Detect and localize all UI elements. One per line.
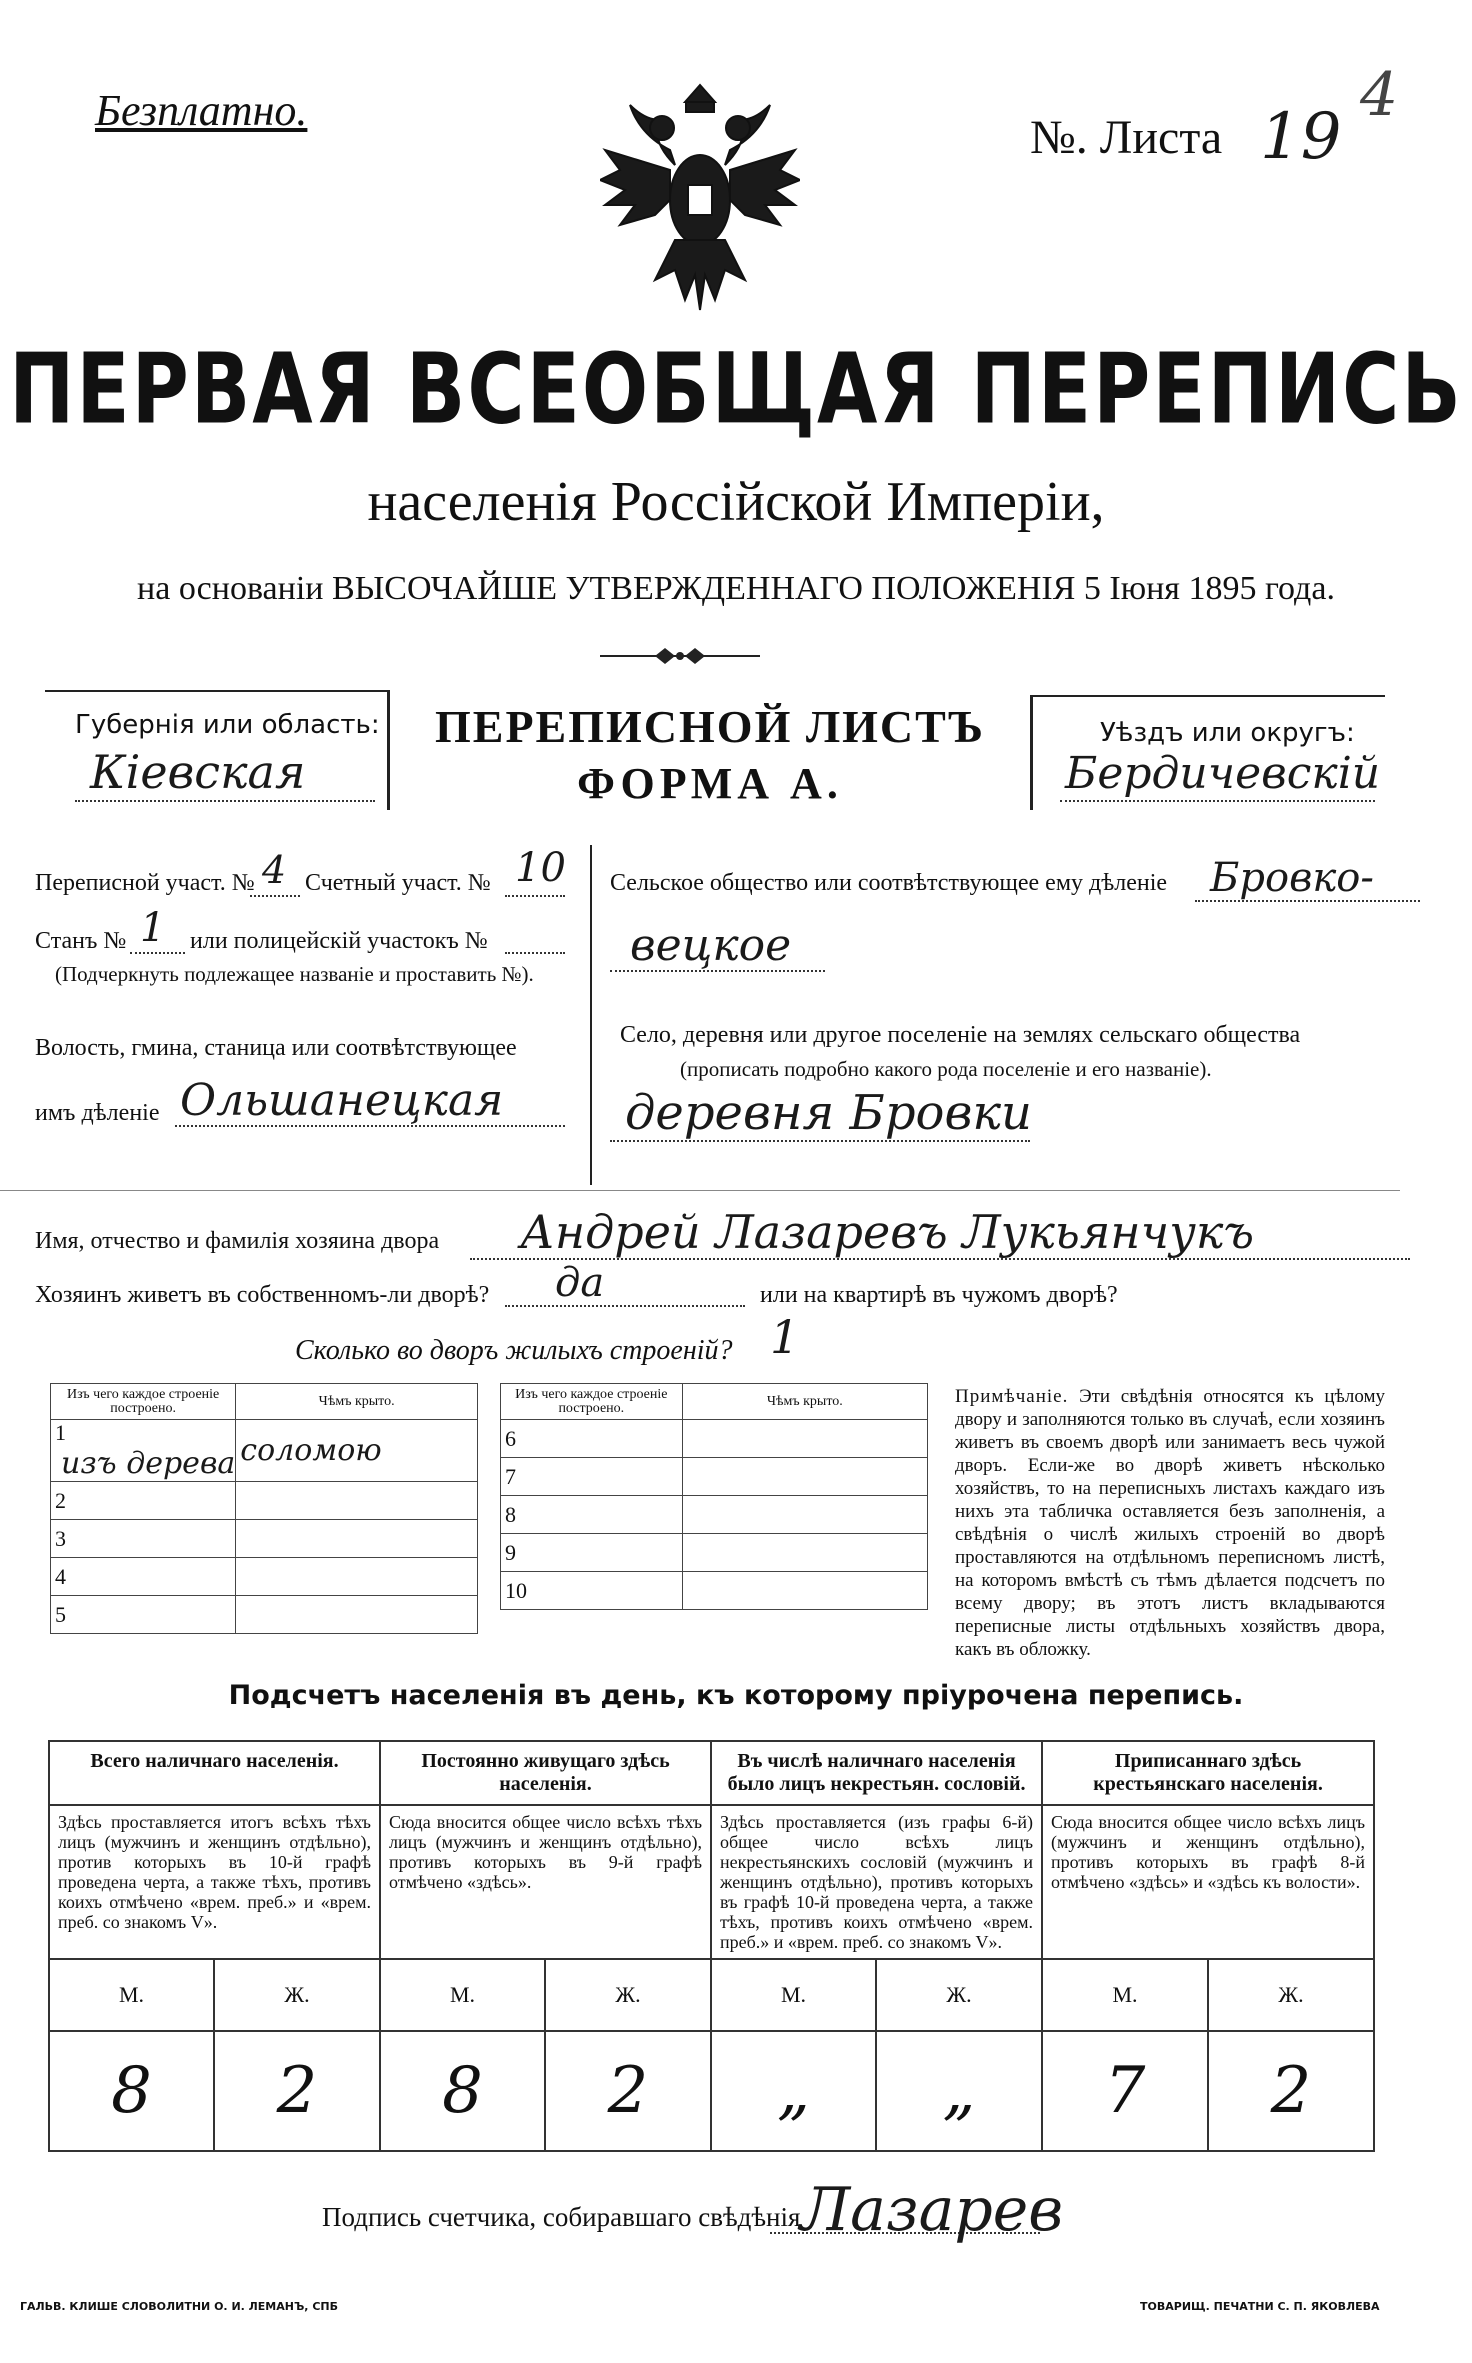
- building-roof: [682, 1496, 927, 1534]
- building-built-cell: [51, 1420, 236, 1482]
- sex-male-label: М.: [1042, 1959, 1208, 2031]
- pop-col-nonpeasant-desc: Здѣсь проставляется (изъ графы 6-й) общее число всѣхъ лицъ некрестьянскихъ сословій (мужчинъ и женщинъ отдѣльно), противъ которыхъ въ графѣ 10-й проведена черта, а также тѣхъ, противъ коихъ отмѣчено «врем. преб.» и «врем. преб. со знакомъ V».: [711, 1805, 1042, 1959]
- district-label: Переписной участ. №: [35, 870, 255, 896]
- volost-value: Ольшанецкая: [180, 1075, 504, 1126]
- building-roof: соломою: [236, 1420, 478, 1482]
- underline-note: (Подчеркнуть подлежащее названіе и проставить №).: [55, 962, 534, 986]
- sex-female-label: Ж.: [1208, 1959, 1374, 2031]
- col-built-header: Изъ чего каждое строеніе построено.: [51, 1384, 236, 1420]
- society-value-1: Бровко-: [1210, 855, 1374, 901]
- building-number: 8: [501, 1496, 683, 1534]
- sex-female-label: Ж.: [876, 1959, 1042, 2031]
- nonpeasant-female-value: „: [876, 2031, 1042, 2151]
- building-roof: [236, 1482, 478, 1520]
- police-underline: [505, 952, 565, 954]
- building-roof: [236, 1520, 478, 1558]
- society-label: Сельское общество или соотвѣтствующее ему дѣленіе: [610, 870, 1168, 896]
- volost-label-2: имъ дѣленіе: [35, 1100, 160, 1126]
- registered-male-value: 7: [1042, 2031, 1208, 2151]
- volost-label: Волость, гмина, станица или соотвѣтствующее: [35, 1035, 517, 1061]
- building-number: 7: [501, 1458, 683, 1496]
- footer-right-imprint: ТОВАРИЩ. ПЕЧАТНИ С. П. ЯКОВЛЕВА: [1140, 2300, 1380, 2313]
- society-underline-2: [610, 970, 825, 972]
- corner-handwritten-mark: 4: [1360, 60, 1399, 130]
- enumerator-signature: Лазарев: [800, 2175, 1064, 2245]
- enumerator-signature-label: Подпись счетчика, собиравшаго свѣдѣнія: [322, 2202, 801, 2232]
- stan-value: 1: [140, 905, 166, 951]
- buildings-table-right: [500, 1383, 928, 1610]
- note-text: Эти свѣдѣнія относятся къ цѣлому двору и заполняются только въ случаѣ, если хозяинъ живетъ въ своемъ дворѣ или занимаетъ весь чужой дворъ. Если-же во дворѣ живетъ нѣсколько хозяйствъ, то на переписныхъ листахъ каждаго изъ нихъ эта табличка оставляется безъ заполненія, а свѣдѣнія о числѣ жилыхъ строеній во дворѣ проставляются на отдѣльномъ переписномъ листѣ, на которомъ вмѣстѣ съ тѣмъ дѣлается подсчетъ по всему двору; въ этотъ листъ вкладываются переписные листы отдѣльныхъ хозяйствъ двора, какъ въ обложку.: [955, 1386, 1385, 1660]
- footer-left-imprint: ГАЛЬВ. КЛИШЕ СЛОВОЛИТНИ О. И. ЛЕМАНЪ, СПБ: [20, 2300, 338, 2313]
- double-headed-eagle-emblem: [600, 80, 800, 320]
- sex-female-label: Ж.: [545, 1959, 711, 2031]
- buildings-table-left: [50, 1383, 478, 1634]
- building-number: 1: [55, 1420, 66, 1445]
- own-yard-label: Хозяинъ живетъ въ собственномъ-ли дворѣ?: [35, 1282, 490, 1308]
- building-number: 3: [51, 1520, 236, 1558]
- permanent-female-value: 2: [545, 2031, 711, 2151]
- pop-col-total-desc: Здѣсь проставляется итогъ всѣхъ тѣхъ лицъ (мужчинъ и женщинъ отдѣльно), против которыхъ въ 10-й графѣ проведена черта, а также тѣхъ, противъ коихъ отмѣчено «врем. преб.» и «врем. преб. со знакомъ V».: [49, 1805, 380, 1959]
- pop-col-registered-header: Приписаннаго здѣсь крестьянскаго населенія.: [1042, 1741, 1374, 1805]
- society-value-2: вецкое: [630, 920, 792, 971]
- uezd-label: Уѣздъ или округъ:: [1100, 718, 1355, 748]
- own-yard-value: да: [555, 1260, 605, 1306]
- society-underline-1: [1195, 900, 1420, 902]
- building-roof: [682, 1534, 927, 1572]
- sex-male-label: М.: [711, 1959, 876, 2031]
- buildings-count-value: 1: [770, 1310, 800, 1364]
- building-roof: [236, 1558, 478, 1596]
- count-label: Счетный участ. №: [305, 870, 491, 896]
- volost-underline: [175, 1125, 565, 1127]
- census-subtitle: населенія Россійской Имперіи,: [367, 471, 1105, 533]
- buildings-count-label: Сколько во дворъ жилыхъ строеній?: [295, 1335, 733, 1366]
- building-row: [51, 1558, 478, 1596]
- sex-male-label: М.: [49, 1959, 214, 2031]
- count-underline: [505, 895, 565, 897]
- pop-col-registered-desc: Сюда вносится общее число всѣхъ лицъ (мужчинъ и женщинъ отдѣльно), противъ которыхъ въ графѣ 8-й отмѣчено «здѣсь» и «здѣсь къ волости».: [1042, 1805, 1374, 1959]
- population-title: Подсчетъ населенія въ день, къ которому пріурочена перепись.: [228, 1680, 1244, 1711]
- building-roof: [682, 1420, 927, 1458]
- uezd-value: Бердичевскій: [1065, 748, 1381, 799]
- building-row: [51, 1520, 478, 1558]
- registered-female-value: 2: [1208, 2031, 1374, 2151]
- gubernia-label: Губернія или область:: [75, 710, 380, 740]
- population-table: [48, 1740, 1375, 2152]
- building-number: 9: [501, 1534, 683, 1572]
- rent-yard-label: или на квартирѣ въ чужомъ дворѣ?: [760, 1282, 1118, 1308]
- building-row: [51, 1420, 478, 1482]
- permanent-male-value: 8: [380, 2031, 545, 2151]
- decree-line: на основаніи ВЫСОЧАЙШЕ УТВЕРЖДЕННАГО ПОЛОЖЕНІЯ 5 Іюня 1895 года.: [137, 570, 1335, 607]
- note-title: Примѣчаніе.: [955, 1386, 1069, 1407]
- building-row: [501, 1534, 928, 1572]
- form-title: ПЕРЕПИСНОЙ ЛИСТЪ: [434, 701, 986, 752]
- building-number: 5: [51, 1596, 236, 1634]
- col-roof-header: Чѣмъ крыто.: [682, 1384, 927, 1420]
- building-row: [501, 1572, 928, 1610]
- building-row: [501, 1496, 928, 1534]
- sex-male-label: М.: [380, 1959, 545, 2031]
- sheet-number-label: №. Листа: [1030, 111, 1223, 164]
- note-block: [955, 1385, 1385, 1661]
- free-label: Безплатно.: [95, 86, 308, 135]
- form-subtitle: ФОРМА А.: [577, 759, 843, 808]
- pop-col-nonpeasant-header: Въ числѣ наличнаго населенія было лицъ некрестьян. сословій.: [711, 1741, 1042, 1805]
- building-row: [51, 1596, 478, 1634]
- owner-name-underline: [470, 1258, 1410, 1260]
- sheet-number-value: 19: [1260, 100, 1342, 174]
- building-roof: [682, 1572, 927, 1610]
- stan-label: Станъ №: [35, 928, 127, 954]
- ornament-divider: [600, 645, 760, 667]
- census-main-title: ПЕРВАЯ ВСЕОБЩАЯ ПЕРЕПИСЬ: [9, 333, 1463, 447]
- nonpeasant-male-value: „: [711, 2031, 876, 2151]
- police-label: или полицейскій участокъ №: [190, 928, 488, 954]
- building-roof: [682, 1458, 927, 1496]
- count-value: 10: [515, 845, 566, 891]
- village-label: Село, деревня или другое поселеніе на землях сельскаго общества: [620, 1022, 1301, 1048]
- total-female-value: 2: [214, 2031, 380, 2151]
- col-built-header: Изъ чего каждое строеніе построено.: [501, 1384, 683, 1420]
- pop-col-permanent-desc: Сюда вносится общее число всѣхъ тѣхъ лицъ (мужчинъ и женщинъ отдѣльно), противъ которыхъ въ 9-й графѣ отмѣчено «здѣсь».: [380, 1805, 711, 1959]
- gubernia-underline: [75, 800, 375, 802]
- stan-underline: [130, 952, 185, 954]
- total-male-value: 8: [49, 2031, 214, 2151]
- pop-col-total-header: Всего наличнаго населенія.: [49, 1741, 380, 1805]
- building-row: [501, 1420, 928, 1458]
- sex-female-label: Ж.: [214, 1959, 380, 2031]
- own-yard-underline: [505, 1305, 745, 1307]
- building-number: 4: [51, 1558, 236, 1596]
- village-value: деревня Бровки: [625, 1085, 1032, 1141]
- building-row: [51, 1482, 478, 1520]
- owner-top-rule: [0, 1190, 1400, 1191]
- col-roof-header: Чѣмъ крыто.: [236, 1384, 478, 1420]
- uezd-underline: [1060, 800, 1375, 802]
- owner-name-label: Имя, отчество и фамилія хозяина двора: [35, 1228, 440, 1254]
- building-roof: [236, 1596, 478, 1634]
- village-note: (прописать подробно какого рода поселеніе и его названіе).: [680, 1057, 1212, 1081]
- building-number: 10: [501, 1572, 683, 1610]
- district-value: 4: [262, 848, 287, 892]
- fields-separator: [590, 845, 592, 1185]
- gubernia-value: Кіевская: [90, 745, 306, 799]
- pop-col-permanent-header: Постоянно живущаго здѣсь населенія.: [380, 1741, 711, 1805]
- owner-name-value: Андрей Лазаревъ Лукьянчукъ: [520, 1205, 1255, 1259]
- building-number: 6: [501, 1420, 683, 1458]
- district-underline: [250, 895, 300, 897]
- village-underline: [610, 1140, 1030, 1142]
- building-material: изъ дерева: [61, 1446, 236, 1481]
- building-number: 2: [51, 1482, 236, 1520]
- building-row: [501, 1458, 928, 1496]
